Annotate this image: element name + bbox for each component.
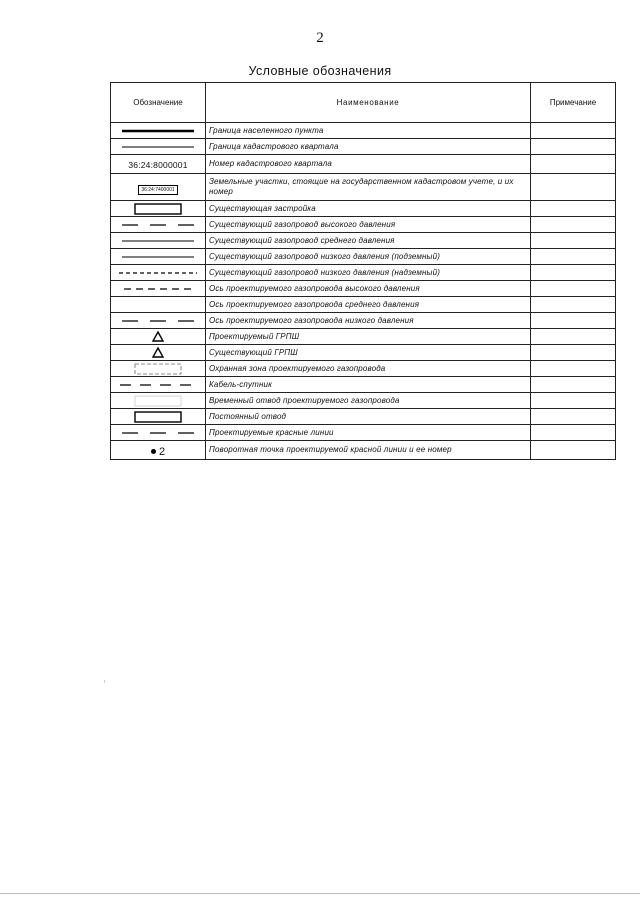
- legend-note-cell: [531, 377, 616, 393]
- legend-note-cell: [531, 281, 616, 297]
- legend-row: [111, 281, 616, 297]
- legend-note-cell: [531, 201, 616, 217]
- short-dash-symbol: [118, 270, 198, 276]
- legend-symbol-cell: [111, 441, 206, 460]
- rect-symbol: [134, 411, 182, 423]
- legend-row: [111, 329, 616, 345]
- legend-name-cell: Существующий газопровод среднего давления: [206, 233, 531, 249]
- legend-symbol-cell: [111, 139, 206, 155]
- thin-line-symbol: [120, 254, 196, 260]
- page-number: 2: [316, 30, 324, 46]
- legend-note-cell: [531, 217, 616, 233]
- legend-name-cell: Поворотная точка проектируемой красной линии и ее номер: [206, 441, 531, 460]
- legend-row: [111, 155, 616, 174]
- legend-row: [111, 217, 616, 233]
- dashed-rect-symbol: [134, 363, 182, 375]
- legend-name-cell: Временный отвод проектируемого газопровода: [206, 393, 531, 409]
- legend-row: [111, 233, 616, 249]
- long-dash-symbol: [120, 430, 196, 436]
- legend-row: [111, 249, 616, 265]
- legend-note-cell: [531, 174, 616, 201]
- legend-symbol-cell: [111, 377, 206, 393]
- long-dash-symbol: [120, 318, 196, 324]
- thick-line-symbol: [120, 128, 196, 134]
- legend-row: [111, 201, 616, 217]
- legend-note-cell: [531, 249, 616, 265]
- legend-name-cell: Существующий газопровод низкого давления (надземный): [206, 265, 531, 281]
- margin-mark: [104, 680, 105, 683]
- legend-row: [111, 345, 616, 361]
- legend-symbol-cell: [111, 217, 206, 233]
- table-header-row: [111, 83, 616, 123]
- legend-name-cell: Ось проектируемого газопровода среднего давления: [206, 297, 531, 313]
- turning-point-symbol: [151, 446, 165, 458]
- legend-note-cell: [531, 393, 616, 409]
- header-name: Наименование: [206, 83, 531, 123]
- legend-note-cell: [531, 361, 616, 377]
- legend-row: [111, 174, 616, 201]
- legend-name-cell: Проектируемые красные линии: [206, 425, 531, 441]
- legend-note-cell: [531, 425, 616, 441]
- table-title: Условные обозначения: [248, 64, 392, 78]
- header-note: Примечание: [531, 83, 616, 123]
- legend-name-cell: Существующая застройка: [206, 201, 531, 217]
- legend-name-cell: Номер кадастрового квартала: [206, 155, 531, 174]
- legend-symbol-cell: [111, 281, 206, 297]
- legend-name-cell: Ось проектируемого газопровода низкого давления: [206, 313, 531, 329]
- legend-symbol-cell: [111, 329, 206, 345]
- rect-symbol: [134, 203, 182, 215]
- legend-note-cell: [531, 409, 616, 425]
- legend-note-cell: [531, 155, 616, 174]
- dot-icon: [151, 449, 156, 454]
- legend-symbol-cell: [111, 361, 206, 377]
- legend-symbol-cell: [111, 409, 206, 425]
- legend-name-cell: Проектируемый ГРПШ: [206, 329, 531, 345]
- legend-symbol-cell: [111, 425, 206, 441]
- legend-note-cell: [531, 345, 616, 361]
- legend-note-cell: [531, 297, 616, 313]
- header-symbol: Обозначение: [111, 83, 206, 123]
- legend-body: [111, 123, 616, 460]
- legend-row: [111, 441, 616, 460]
- legend-symbol-cell: [111, 155, 206, 174]
- legend-symbol-cell: [111, 265, 206, 281]
- thin-line-symbol: [120, 144, 196, 150]
- legend-name-cell: Существующий газопровод высокого давления: [206, 217, 531, 233]
- legend-row: [111, 377, 616, 393]
- legend-symbol-cell: [111, 345, 206, 361]
- legend-row: [111, 425, 616, 441]
- cable-dash-symbol: [118, 382, 198, 388]
- legend-symbol-cell: [111, 393, 206, 409]
- bottom-rule: [0, 893, 640, 894]
- legend-name-cell: Постоянный отвод: [206, 409, 531, 425]
- legend-symbol-cell: [111, 249, 206, 265]
- legend-symbol-cell: [111, 201, 206, 217]
- legend-row: [111, 265, 616, 281]
- legend-symbol-cell: [111, 297, 206, 313]
- legend-name-cell: Ось проектируемого газопровода высокого давления: [206, 281, 531, 297]
- legend-table: [110, 82, 616, 460]
- legend-name-cell: Существующий газопровод низкого давления (подземный): [206, 249, 531, 265]
- medium-dash-symbol: [120, 286, 196, 292]
- legend-row: [111, 361, 616, 377]
- long-dash-symbol: [120, 222, 196, 228]
- legend-note-cell: [531, 139, 616, 155]
- legend-name-cell: Граница населенного пункта: [206, 123, 531, 139]
- legend-symbol-cell: [111, 123, 206, 139]
- legend-note-cell: [531, 265, 616, 281]
- legend-row: [111, 123, 616, 139]
- parcel-number-box: 36:24:7400001: [138, 185, 177, 195]
- legend-note-cell: [531, 441, 616, 460]
- legend-symbol-cell: [111, 174, 206, 201]
- triangle-icon: [152, 331, 164, 342]
- legend-note-cell: [531, 313, 616, 329]
- point-number: 2: [158, 445, 166, 458]
- legend-row: [111, 393, 616, 409]
- legend-symbol-cell: [111, 233, 206, 249]
- legend-note-cell: [531, 233, 616, 249]
- faint-rect-symbol: [134, 395, 182, 407]
- legend-row: [111, 297, 616, 313]
- legend-note-cell: [531, 329, 616, 345]
- legend-name-cell: Земельные участки, стоящие на государственном кадастровом учете, и их номер: [206, 174, 531, 201]
- legend-row: [111, 409, 616, 425]
- legend-note-cell: [531, 123, 616, 139]
- legend-row: [111, 313, 616, 329]
- legend-name-cell: Существующий ГРПШ: [206, 345, 531, 361]
- legend-symbol-cell: [111, 313, 206, 329]
- legend-name-cell: Граница кадастрового квартала: [206, 139, 531, 155]
- cadastral-code-text: 36:24:8000001: [128, 160, 188, 170]
- thin-line-symbol: [120, 238, 196, 244]
- triangle-icon: [152, 347, 164, 358]
- legend-row: [111, 139, 616, 155]
- legend-name-cell: Кабель-спутник: [206, 377, 531, 393]
- legend-name-cell: Охранная зона проектируемого газопровода: [206, 361, 531, 377]
